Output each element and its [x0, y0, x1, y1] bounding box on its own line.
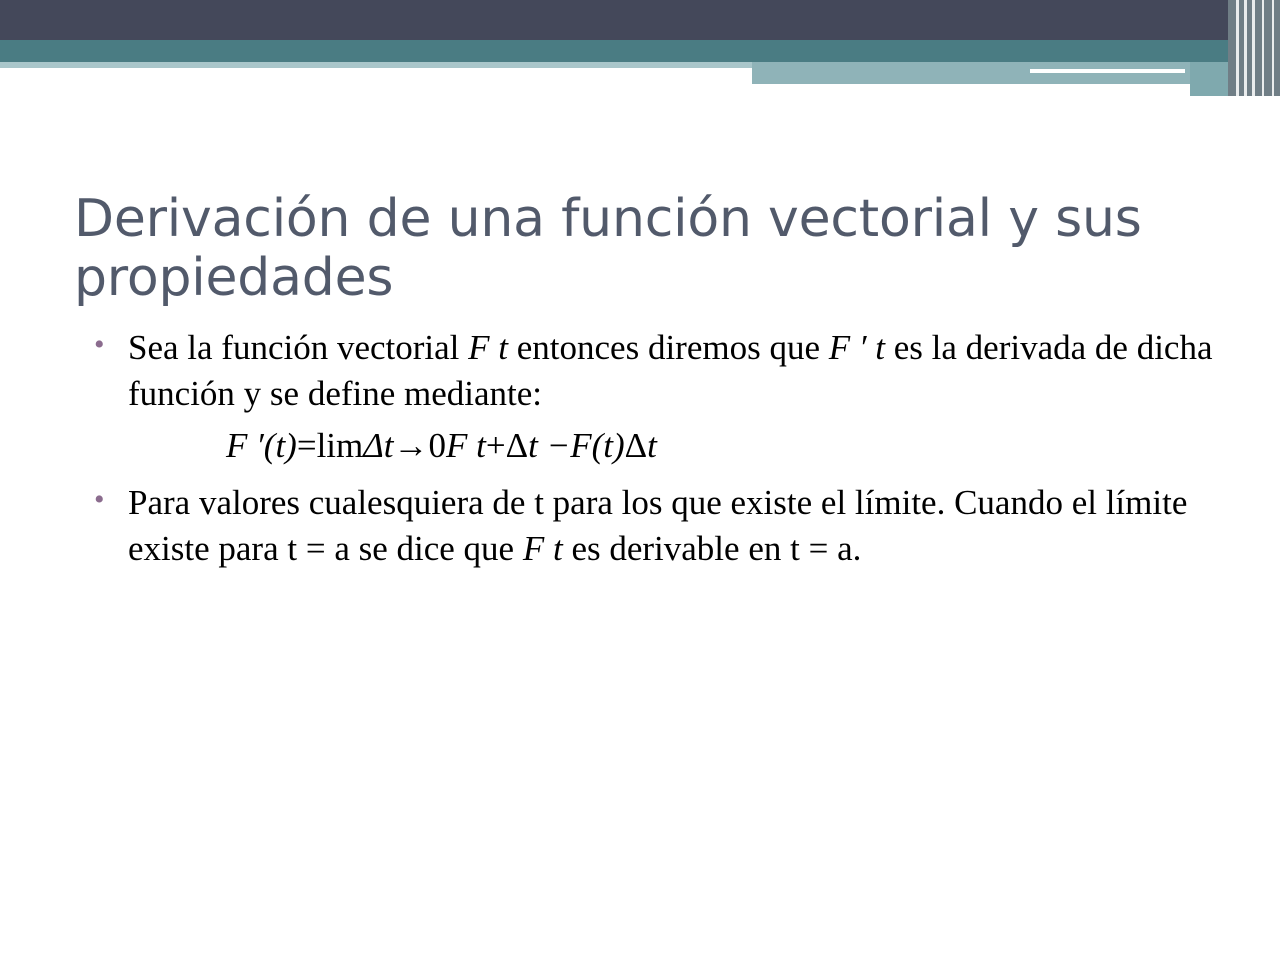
- slide-body: [86, 325, 1226, 578]
- bullet-text-2: Para valores cualesquiera de t para los que existe el límite. Cuando el límite existe para t = a se dice que F t es derivable en t = a.: [128, 482, 1188, 568]
- math-F-prime-t: F ′ t: [828, 328, 886, 367]
- header-stripe: [1262, 0, 1264, 96]
- list-item: [86, 325, 1226, 417]
- header-band-teal: [0, 40, 1280, 62]
- list-item: [86, 480, 1226, 572]
- formula-derivative: F ′(t)=limΔt→0F t+Δt −F(t)Δt: [226, 426, 657, 466]
- bullet-list-2: [86, 480, 1226, 572]
- header-band-dark: [0, 0, 1280, 40]
- header-stripe: [1244, 0, 1247, 96]
- math-F-t: F t: [468, 328, 508, 367]
- header-decoration: [0, 0, 1280, 100]
- header-stripe: [1236, 0, 1239, 96]
- page-title: Derivación de una función vectorial y sus propiedades: [74, 188, 1142, 308]
- bullet-text-1: Sea la función vectorial F t entonces diremos que F ′ t es la derivada de dicha función y se define mediante:: [128, 328, 1213, 414]
- header-white-rule: [1030, 69, 1185, 73]
- header-stripe: [1252, 0, 1255, 96]
- math-F-t-2: F t: [522, 528, 563, 568]
- bullet-list: [86, 325, 1226, 417]
- header-stripe: [1272, 0, 1274, 96]
